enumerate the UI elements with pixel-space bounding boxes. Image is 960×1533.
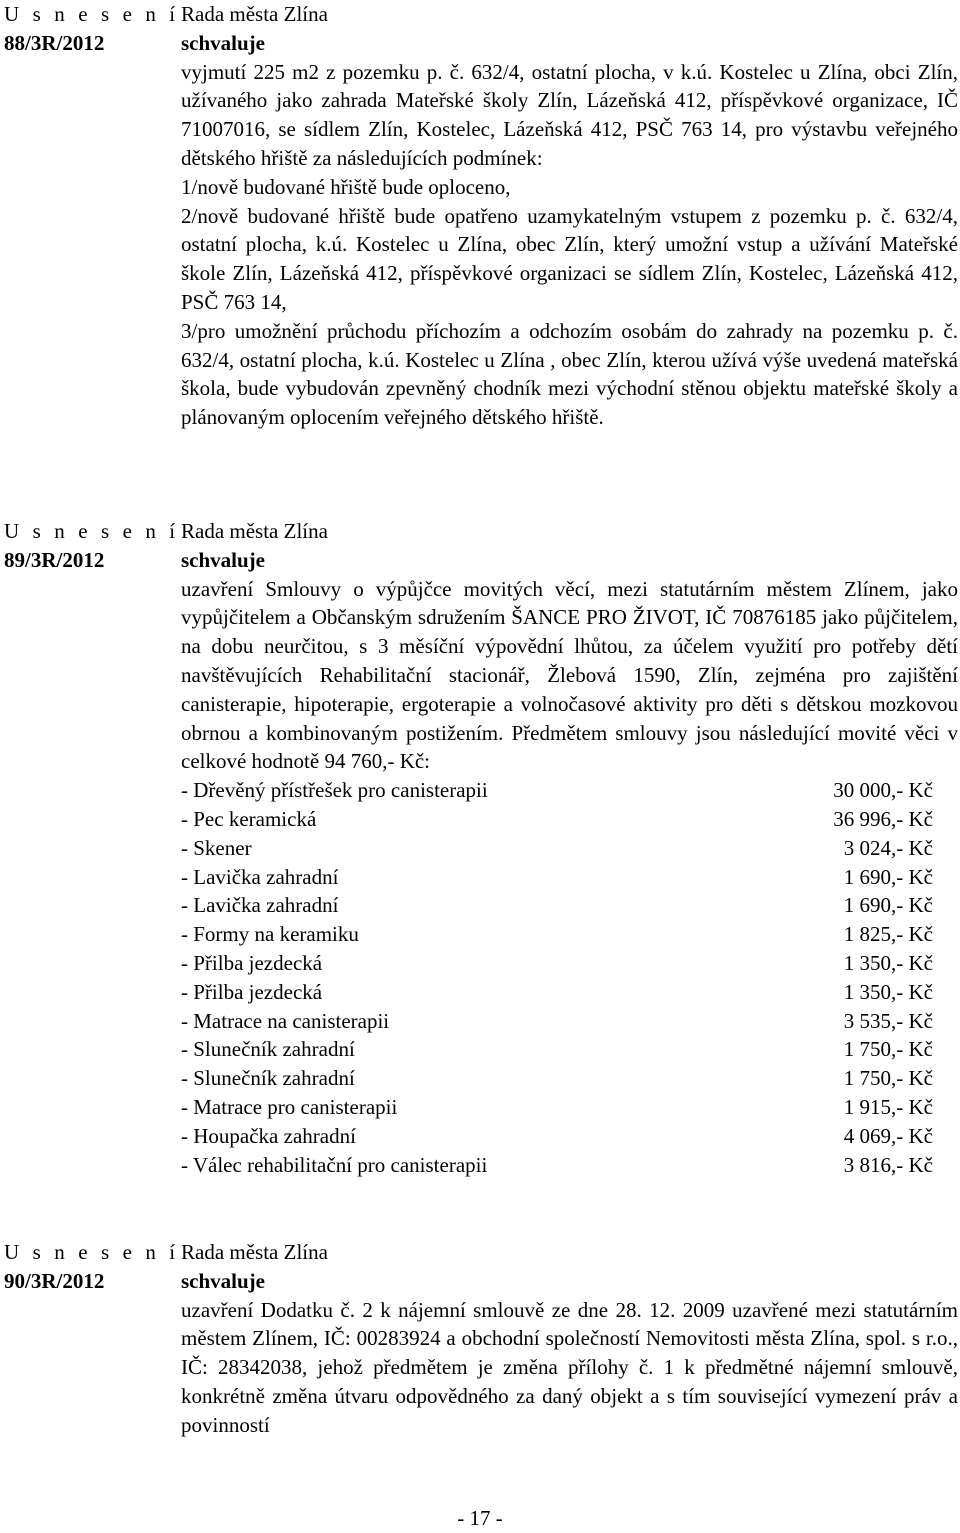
resolution-number: 88/3R/2012 (4, 30, 105, 55)
item-name: - Formy na keramiku (181, 922, 359, 947)
list-item (181, 920, 933, 949)
item-price: 1 750,- Kč (843, 1037, 933, 1062)
resolution-number: 89/3R/2012 (4, 547, 105, 572)
item-price: 1 350,- Kč (843, 979, 933, 1004)
list-item (181, 1093, 933, 1122)
item-price: 4 069,- Kč (843, 1123, 933, 1148)
item-price: 1 690,- Kč (843, 893, 933, 918)
item-price: 30 000,- Kč (833, 778, 933, 803)
item-name: - Lavička zahradní (181, 864, 339, 889)
item-price: 3 816,- Kč (843, 1152, 933, 1177)
resolution-paragraph: vyjmutí 225 m2 z pozemku p. č. 632/4, ostatní plocha, v k.ú. Kostelec u Zlína, obci Zlín, užívaného jako zahrada Mateřské školy Zlín, Lázeňská 412, příspěvkové organizace, IČ 71007016, se sídlem Zlín, Kostelec, Lázeňská 412, PSČ 763 14, pro výstavbu veřejného dětského hřiště za následujících podmínek: (181, 59, 958, 170)
resolution-condition-1: 1/nově budované hřiště bude oploceno, (181, 174, 511, 199)
item-price: 1 825,- Kč (843, 922, 933, 947)
list-item (181, 1007, 933, 1036)
item-name: - Houpačka zahradní (181, 1123, 356, 1148)
list-item (181, 776, 933, 805)
list-item (181, 949, 933, 978)
item-price: 1 690,- Kč (843, 864, 933, 889)
list-item (181, 1035, 933, 1064)
resolution-condition-3: 3/pro umožnění průchodu příchozím a odchozím osobám do zahrady na pozemku p. č. 632/4, ostatní plocha, k.ú. Kostelec u Zlína , obec Zlín, kterou užívá výše uvedená mateřská škola, bude vybudován zpevněný chodník mezi východní stěnou objektu mateřské školy a plánovaným oplocením veřejného dětského hřiště. (181, 318, 958, 430)
resolution-paragraph: uzavření Dodatku č. 2 k nájemní smlouvě ze dne 28. 12. 2009 uzavřené mezi statutárním městem Zlínem, IČ: 00283924 a obchodní společností Nemovitosti města Zlína, spol. s r.o., IČ: 28342038, jehož předmětem je změna přílohy č. 1 k předmětné nájemní smlouvě, konkrétně změna útvaru odpovědného za daný objekt a s tím související vymezení práv a povinností (181, 1297, 958, 1437)
list-item (181, 805, 933, 834)
item-name: - Přilba jezdecká (181, 950, 323, 975)
resolution-verb: schvaluje (181, 30, 265, 55)
list-item (181, 978, 933, 1007)
page-number: - 17 - (457, 1506, 503, 1530)
item-price: 3 024,- Kč (843, 835, 933, 860)
council-name: Rada města Zlína (181, 2, 328, 26)
council-name: Rada města Zlína (181, 1240, 328, 1264)
list-item (181, 891, 933, 920)
item-name: - Matrace na canisterapii (181, 1008, 390, 1033)
item-name: - Válec rehabilitační pro canisterapii (181, 1152, 488, 1177)
list-item (181, 863, 933, 892)
list-item (181, 1151, 933, 1180)
list-item (181, 1122, 933, 1151)
resolution-content (181, 517, 958, 1179)
item-name: - Slunečník zahradní (181, 1037, 355, 1062)
item-name: - Skener (181, 835, 252, 860)
resolution-header (4, 0, 180, 58)
resolution-label: U s n e s e n í (4, 2, 180, 26)
resolution-verb: schvaluje (181, 547, 265, 572)
list-item (181, 834, 933, 863)
resolution-header (4, 517, 180, 575)
resolution-content (181, 1238, 958, 1440)
resolution-paragraph: uzavření Smlouvy o výpůjčce movitých věcí, mezi statutárním městem Zlínem, jako vypůjčitelem a Občanským sdružením ŠANCE PRO ŽIVOT, IČ 70876185 jako půjčitelem, na dobu neurčitou, s 3 měsíční výpovědní lhůtou, za účelem využití pro potřeby dětí navštěvujících Rehabilitační stacionář, Žlebová 1590, Zlín, zejména pro zajištění canisterapie, hipoterapie, ergoterapie a volnočasové aktivity pro děti s dětskou mozkovou obrnou a kombinovaným postižením. Předmětem smlouvy jsou následující movité věci v celkové hodnotě 94 760,- Kč: (181, 576, 958, 774)
item-price: 1 915,- Kč (843, 1094, 933, 1119)
item-price: 36 996,- Kč (833, 806, 933, 831)
items-list (181, 776, 958, 1179)
list-item (181, 1064, 933, 1093)
resolution-header (4, 1238, 180, 1296)
resolution-verb: schvaluje (181, 1268, 265, 1293)
item-name: - Lavička zahradní (181, 893, 339, 918)
item-name: - Přilba jezdecká (181, 979, 323, 1004)
resolution-content (181, 0, 958, 432)
item-name: - Dřevěný přístřešek pro canisterapii (181, 778, 488, 803)
item-name: - Matrace pro canisterapii (181, 1094, 398, 1119)
council-name: Rada města Zlína (181, 519, 328, 543)
resolution-label: U s n e s e n í (4, 519, 180, 543)
item-price: 1 750,- Kč (843, 1066, 933, 1091)
item-price: 3 535,- Kč (843, 1008, 933, 1033)
resolution-label: U s n e s e n í (4, 1240, 180, 1264)
item-name: - Slunečník zahradní (181, 1066, 355, 1091)
resolution-number: 90/3R/2012 (4, 1268, 105, 1293)
resolution-condition-2: 2/nově budované hřiště bude opatřeno uzamykatelným vstupem z pozemku p. č. 632/4, ostatní plocha, k.ú. Kostelec u Zlína, obec Zlín, který umožní vstup a užívání Mateřské škole Zlín, Lázeňská 412, příspěvkové organizaci se sídlem Zlín, Kostelec, Lázeňská 412, PSČ 763 14, (181, 203, 958, 314)
item-price: 1 350,- Kč (843, 950, 933, 975)
item-name: - Pec keramická (181, 806, 317, 831)
